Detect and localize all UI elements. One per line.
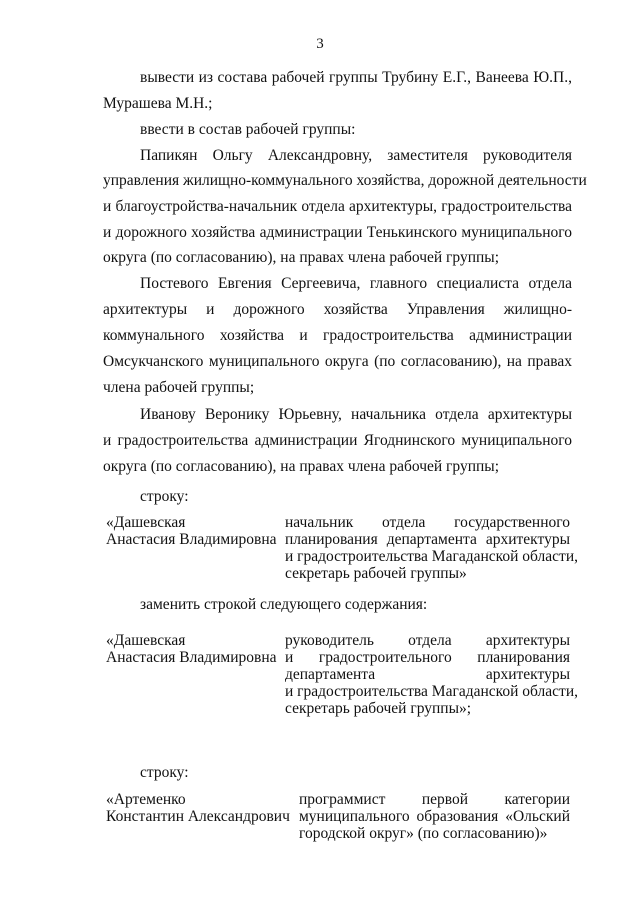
member-name: Анастасия Владимировна bbox=[106, 531, 277, 548]
paragraph-line: Мурашева М.Н.; bbox=[103, 95, 213, 112]
paragraph-line: ввести в состав рабочей группы: bbox=[140, 121, 356, 138]
member-position: департамента архитектуры bbox=[285, 666, 570, 683]
member-name: «Дашевская bbox=[106, 514, 186, 531]
member-position: секретарь рабочей группы» bbox=[285, 565, 467, 582]
paragraph-line: строку: bbox=[140, 488, 189, 505]
paragraph-line: и дорожного хозяйства администрации Тенькинского муниципального bbox=[103, 224, 572, 241]
paragraph-line: Постевого Евгения Сергеевича, главного специалиста отдела bbox=[140, 275, 572, 292]
paragraph-line: округа (по согласованию), на правах члена рабочей группы; bbox=[103, 249, 500, 266]
member-name: «Дашевская bbox=[106, 632, 186, 649]
member-name: Константин Александрович bbox=[106, 808, 290, 825]
paragraph-line: округа (по согласованию), на правах члена рабочей группы; bbox=[103, 458, 500, 475]
paragraph-line: и благоустройства-начальник отдела архитектуры, градостроительства bbox=[103, 198, 572, 215]
paragraph-line: Папикян Ольгу Александровну, заместителя руководителя bbox=[140, 147, 572, 164]
paragraph-line: управления жилищно-коммунального хозяйства, дорожной деятельности bbox=[103, 172, 587, 189]
member-position: начальник отдела государственного bbox=[285, 514, 570, 531]
member-position: и градостроительства Магаданской области, bbox=[285, 683, 578, 700]
paragraph-line: Омсукчанского муниципального округа (по согласованию), на правах bbox=[103, 353, 572, 370]
paragraph-line: коммунального хозяйства и градостроительства администрации bbox=[103, 327, 572, 344]
member-position: и градостроительства Магаданской области, bbox=[285, 548, 578, 565]
member-position: программист первой категории bbox=[299, 791, 570, 808]
paragraph-line: вывести из состава рабочей группы Трубину Е.Г., Ванеева Ю.П., bbox=[140, 69, 572, 86]
member-name: «Артеменко bbox=[106, 791, 186, 808]
paragraph-line: строку: bbox=[140, 764, 189, 781]
member-name: Анастасия Владимировна bbox=[106, 649, 277, 666]
member-position: планирования департамента архитектуры bbox=[285, 531, 570, 548]
member-position: городской округ» (по согласованию)» bbox=[299, 825, 548, 842]
member-position: руководитель отдела архитектуры bbox=[285, 632, 570, 649]
paragraph-line: члена рабочей группы; bbox=[103, 379, 255, 396]
paragraph-line: Иванову Веронику Юрьевну, начальника отдела архитектуры bbox=[140, 406, 572, 423]
member-position: и градостроительного планирования bbox=[285, 649, 570, 666]
member-position: секретарь рабочей группы»; bbox=[285, 700, 472, 717]
paragraph-line: заменить строкой следующего содержания: bbox=[140, 596, 428, 613]
paragraph-line: архитектуры и дорожного хозяйства Управления жилищно- bbox=[103, 301, 572, 318]
member-position: муниципального образования «Ольский bbox=[299, 808, 570, 825]
paragraph-line: и градостроительства администрации Ягоднинского муниципального bbox=[103, 432, 572, 449]
page-number: 3 bbox=[316, 36, 324, 52]
